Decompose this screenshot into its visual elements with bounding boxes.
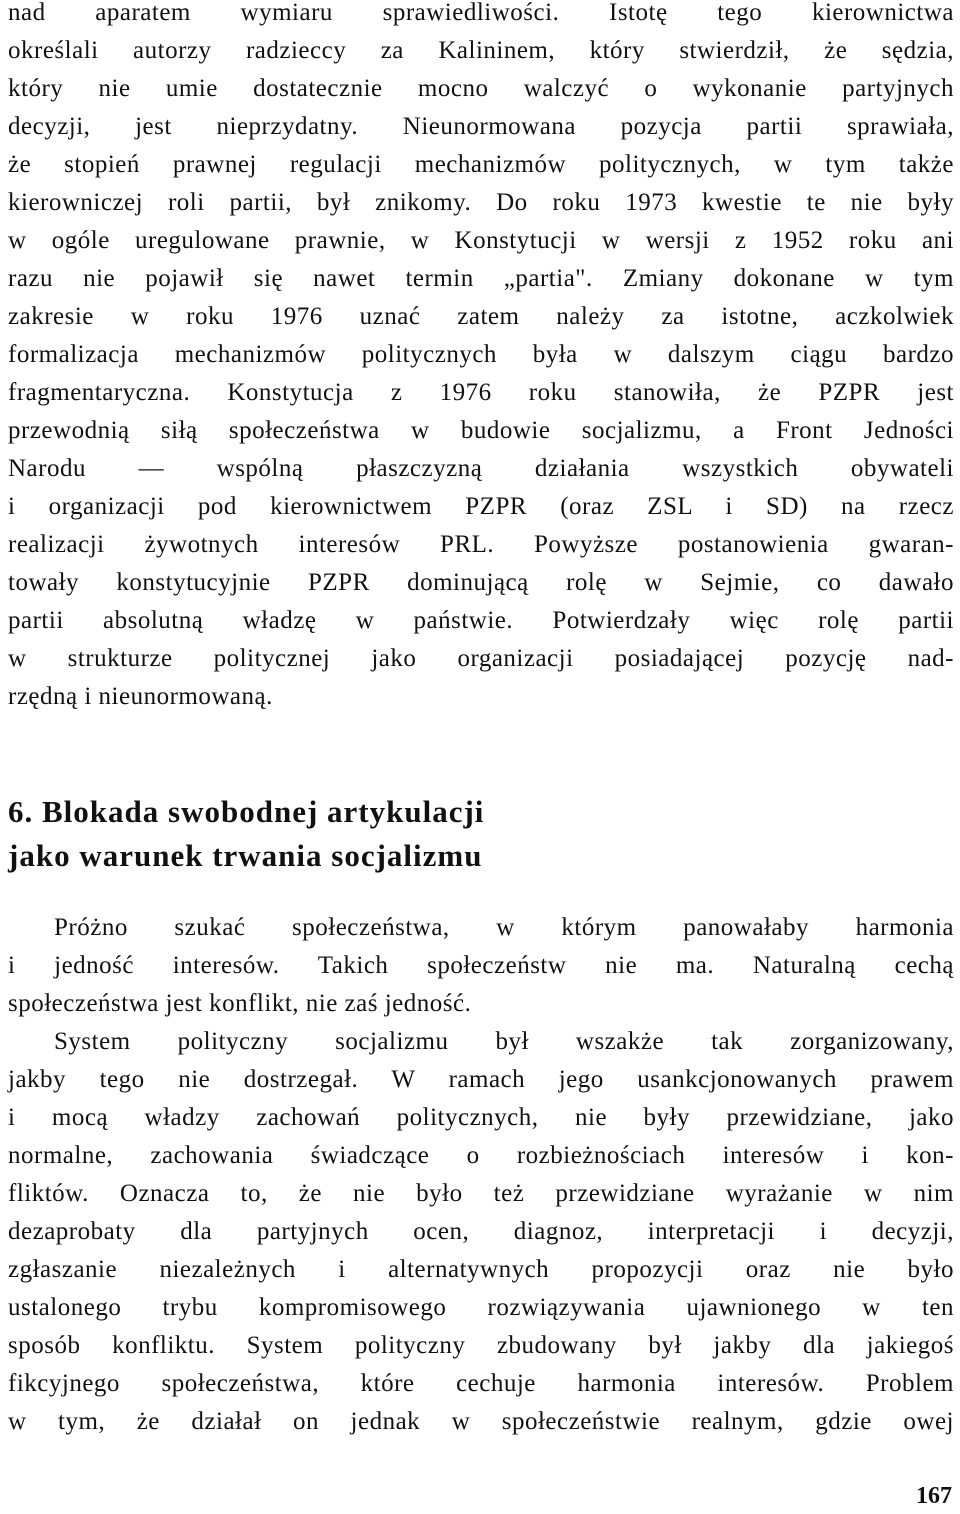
text-line: towały konstytucyjnie PZPR dominującą rolę w Sejmie, co dawało: [8, 569, 954, 596]
text-line: realizacji żywotnych interesów PRL. Powyższe postanowienia gwaran-: [8, 531, 954, 558]
text-line: dezaprobaty dla partyjnych ocen, diagnoz, interpretacji i decyzji,: [8, 1218, 954, 1245]
text-line: i jedność interesów. Takich społeczeństw nie ma. Naturalną cechą: [8, 952, 954, 979]
text-line: Narodu — wspólną płaszczyzną działania wszystkich obywateli: [8, 455, 954, 482]
text-line: razu nie pojawił się nawet termin „partia". Zmiany dokonane w tym: [8, 265, 954, 292]
text-line: fikcyjnego społeczeństwa, które cechuje harmonia interesów. Problem: [8, 1370, 954, 1397]
text-line: w ogóle uregulowane prawnie, w Konstytucji w wersji z 1952 roku ani: [8, 227, 954, 254]
text-line: fliktów. Oznacza to, że nie było też przewidziane wyrażanie w nim: [8, 1180, 954, 1207]
text-line: ustalonego trybu kompromisowego rozwiązywania ujawnionego w ten: [8, 1294, 954, 1321]
text-line: określali autorzy radzieccy za Kalininem, który stwierdził, że sędzia,: [8, 37, 954, 64]
heading-line: 6. Blokada swobodnej artykulacji: [8, 794, 485, 829]
text-line: społeczeństwa jest konflikt, nie zaś jedność.: [8, 990, 472, 1017]
text-line: zakresie w roku 1976 uznać zatem należy za istotne, aczkolwiek: [8, 303, 954, 330]
text-line: partii absolutną władzę w państwie. Potwierdzały więc rolę partii: [8, 607, 954, 634]
text-line: kierowniczej roli partii, był znikomy. Do roku 1973 kwestie te nie były: [8, 189, 954, 216]
section-heading: [8, 790, 954, 878]
text-line: który nie umie dostatecznie mocno walczyć o wykonanie partyjnych: [8, 75, 954, 102]
text-line: rzędną i nieunormowaną.: [8, 683, 273, 710]
paragraph-3: [8, 1023, 954, 1441]
text-line: nad aparatem wymiaru sprawiedliwości. Istotę tego kierownictwa: [8, 0, 954, 26]
page-number: 167: [916, 1483, 952, 1509]
text-line: System polityczny socjalizmu był wszakże tak zorganizowany,: [54, 1028, 954, 1055]
text-line: przewodnią siłą społeczeństwa w budowie socjalizmu, a Front Jedności: [8, 417, 954, 444]
text-line: jakby tego nie dostrzegał. W ramach jego usankcjonowanych prawem: [8, 1066, 954, 1093]
text-line: decyzji, jest nieprzydatny. Nieunormowana pozycja partii sprawiała,: [8, 113, 954, 140]
heading-line: jako warunek trwania socjalizmu: [8, 838, 483, 873]
text-line: i organizacji pod kierownictwem PZPR (oraz ZSL i SD) na rzecz: [8, 493, 954, 520]
text-line: zgłaszanie niezależnych i alternatywnych propozycji oraz nie było: [8, 1256, 954, 1283]
text-line: w strukturze politycznej jako organizacji posiadającej pozycję nad-: [8, 645, 954, 672]
text-line: formalizacja mechanizmów politycznych była w dalszym ciągu bardzo: [8, 341, 954, 368]
paragraph-1: [8, 0, 954, 716]
text-line: i mocą władzy zachowań politycznych, nie były przewidziane, jako: [8, 1104, 954, 1131]
text-line: fragmentaryczna. Konstytucja z 1976 roku stanowiła, że PZPR jest: [8, 379, 954, 406]
text-line: w tym, że działał on jednak w społeczeństwie realnym, gdzie owej: [8, 1408, 954, 1435]
text-line: Próżno szukać społeczeństwa, w którym panowałaby harmonia: [54, 914, 954, 941]
text-line: normalne, zachowania świadczące o rozbieżnościach interesów i kon-: [8, 1142, 954, 1169]
text-line: że stopień prawnej regulacji mechanizmów politycznych, w tym także: [8, 151, 954, 178]
text-line: sposób konfliktu. System polityczny zbudowany był jakby dla jakiegoś: [8, 1332, 954, 1359]
paragraph-2: [8, 909, 954, 1023]
